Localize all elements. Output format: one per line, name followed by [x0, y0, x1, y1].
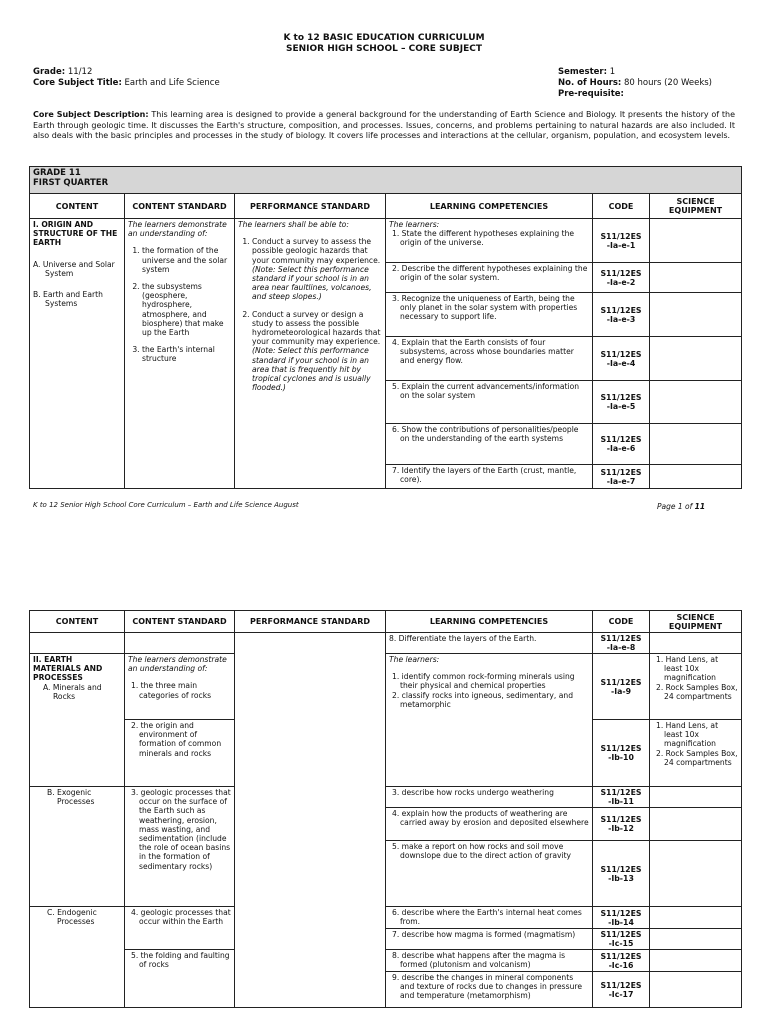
competency-4: 4. Explain that the Earth consists of four subsystems, across whose boundaries matter and energy flow. — [386, 337, 593, 381]
meta-grade: Grade: 11/12 — [33, 67, 93, 77]
code-17: S11/12ES -Ic-17 — [593, 972, 650, 1008]
competency-8: 8. Differentiate the layers of the Earth. — [386, 633, 593, 654]
code-11: S11/12ES -Ib-11 — [593, 787, 650, 808]
col-code: CODE — [593, 611, 650, 633]
content-cell-empty — [30, 633, 125, 654]
equipment-10: 1. Hand Lens, at least 10x magnification 2. Rock Samples Box, 24 compartments — [650, 720, 742, 787]
meta-hours: No. of Hours: 80 hours (20 Weeks) — [558, 78, 712, 88]
content-standard-cs2: 2. the origin and environment of formation of common minerals and rocks — [125, 720, 235, 787]
col-learning-competencies: LEARNING COMPETENCIES — [386, 194, 593, 219]
competency-12: 4. explain how the products of weathering are carried away by erosion and deposited elsewhere — [386, 808, 593, 841]
performance-standard-cell: The learners shall be able to: 1. Conduct a survey to assess the possible geologic hazards that your community may experience. (Note: Select this performance standard if your school is in an area near faultlines, volcanoes, and steep slopes.) 2. Conduct a survey or design a study to assess the possible hydrometeorological hazards that your community may experience. (Note: Select this performance standard if your school is in an area that is frequently hit by tropical cyclones and is usually flooded.) — [235, 219, 386, 489]
competency-6: 6. Show the contributions of personalities/people on the understanding of the earth systems — [386, 424, 593, 465]
curriculum-table-2 — [29, 610, 742, 1008]
equipment-13 — [650, 841, 742, 907]
content-cell-earth-materials: II. EARTH MATERIALS AND PROCESSES A. Minerals and Rocks — [30, 654, 125, 787]
equipment-15 — [650, 929, 742, 950]
content-standard-cell-empty — [125, 633, 235, 654]
code-3: S11/12ES -Ia-e-3 — [593, 293, 650, 337]
competency-17: 9. describe the changes in mineral components and texture of rocks due to changes in pressure and temperature (metamorphism) — [386, 972, 593, 1008]
content-standard-cell: The learners demonstrate an understanding of: 1. the formation of the universe and the solar system 2. the subsystems (geosphere, hydrosphere, atmosphere, and biosphere) that make up the Earth 3. the Earth's internal structure — [125, 219, 235, 489]
doc-title-line2: SENIOR HIGH SCHOOL – CORE SUBJECT — [286, 44, 482, 54]
col-content-standard: CONTENT STANDARD — [125, 611, 235, 633]
equipment-7 — [650, 465, 742, 489]
competency-2: 2. Describe the different hypotheses explaining the origin of the solar system. — [386, 263, 593, 293]
col-code: CODE — [593, 194, 650, 219]
content-standard-cs4: 4. geologic processes that occur within the Earth — [125, 907, 235, 950]
equipment-14 — [650, 907, 742, 929]
competency-11: 3. describe how rocks undergo weathering — [386, 787, 593, 808]
content-cell-exogenic: B. Exogenic Processes — [30, 787, 125, 907]
code-9: S11/12ES -Ia-9 — [593, 654, 650, 720]
equipment-3 — [650, 293, 742, 337]
competency-15: 7. describe how magma is formed (magmatism) — [386, 929, 593, 950]
equipment-5 — [650, 381, 742, 424]
content-standard-cs3: 3. geologic processes that occur on the surface of the Earth such as weathering, erosion, mass wasting, and sedimentation (include the role of ocean basins in the formation of sedimentary rocks) — [125, 787, 235, 907]
equipment-16 — [650, 950, 742, 972]
competency-5: 5. Explain the current advancements/information on the solar system — [386, 381, 593, 424]
doc-title-line1: K to 12 BASIC EDUCATION CURRICULUM — [283, 33, 485, 43]
footer-page: Page 1 of 11 — [657, 502, 706, 511]
equipment-1 — [650, 219, 742, 263]
col-performance-standard: PERFORMANCE STANDARD — [235, 611, 386, 633]
col-learning-competencies: LEARNING COMPETENCIES — [386, 611, 593, 633]
col-science-equipment: SCIENCE EQUIPMENT — [650, 611, 742, 633]
code-5: S11/12ES -Ia-e-5 — [593, 381, 650, 424]
competency-rocks: The learners: 1. identify common rock-forming minerals using their physical and chemical properties 2. classify rocks into igneous, sedimentary, and metamorphic — [386, 654, 593, 787]
footer-left: K to 12 Senior High School Core Curriculum – Earth and Life Science August — [33, 501, 299, 509]
performance-standard-cell — [235, 633, 386, 1008]
content-cell-endogenic: C. Endogenic Processes — [30, 907, 125, 1008]
competency-13: 5. make a report on how rocks and soil move downslope due to the direct action of gravity — [386, 841, 593, 907]
competency-14: 6. describe where the Earth's internal heat comes from. — [386, 907, 593, 929]
equipment-8 — [650, 633, 742, 654]
col-content: CONTENT — [30, 194, 125, 219]
code-8: S11/12ES -Ia-e-8 — [593, 633, 650, 654]
curriculum-page-2 — [0, 600, 768, 1024]
equipment-11 — [650, 787, 742, 808]
equipment-2 — [650, 263, 742, 293]
code-2: S11/12ES -Ia-e-2 — [593, 263, 650, 293]
content-cell: I. ORIGIN AND STRUCTURE OF THE EARTH A. Universe and Solar System B. Earth and Earth Systems — [30, 219, 125, 489]
grade-header: GRADE 11 FIRST QUARTER — [30, 167, 742, 194]
code-1: S11/12ES -Ia-e-1 — [593, 219, 650, 263]
code-4: S11/12ES -Ia-e-4 — [593, 337, 650, 381]
code-14: S11/12ES -Ib-14 — [593, 907, 650, 929]
competency-16: 8. describe what happens after the magma is formed (plutonism and volcanism) — [386, 950, 593, 972]
meta-prerequisite: Pre-requisite: — [558, 89, 624, 99]
equipment-6 — [650, 424, 742, 465]
subject-description: Core Subject Description: This learning area is designed to provide a general background for the understanding of Earth Science and Biology. It presents the history of the Earth through geologic time. It discusses the Earth's structure, composition, and processes. Issues, concerns, and problems pertaining to natural hazards are also included. It also deals with the basic principles and processes in the study of biology. It covers life processes and interactions at the cellular, organism, population, and ecosystem levels. — [33, 110, 735, 140]
code-16: S11/12ES -Ic-16 — [593, 950, 650, 972]
code-6: S11/12ES -Ia-e-6 — [593, 424, 650, 465]
col-content: CONTENT — [30, 611, 125, 633]
competency-3: 3. Recognize the uniqueness of Earth, being the only planet in the solar system with properties necessary to support life. — [386, 293, 593, 337]
col-performance-standard: PERFORMANCE STANDARD — [235, 194, 386, 219]
equipment-9: 1. Hand Lens, at least 10x magnification 2. Rock Samples Box, 24 compartments — [650, 654, 742, 720]
content-standard-cs5: 5. the folding and faulting of rocks — [125, 950, 235, 1008]
code-10: S11/12ES -Ib-10 — [593, 720, 650, 787]
content-standard-cs1: The learners demonstrate an understanding of: 1. the three main categories of rocks — [125, 654, 235, 720]
code-13: S11/12ES -Ib-13 — [593, 841, 650, 907]
competency-1: The learners: 1. State the different hypotheses explaining the origin of the universe. — [386, 219, 593, 263]
equipment-4 — [650, 337, 742, 381]
equipment-12 — [650, 808, 742, 841]
meta-subject: Core Subject Title: Earth and Life Science — [33, 78, 220, 88]
col-content-standard: CONTENT STANDARD — [125, 194, 235, 219]
code-12: S11/12ES -Ib-12 — [593, 808, 650, 841]
competency-7: 7. Identify the layers of the Earth (crust, mantle, core). — [386, 465, 593, 489]
curriculum-table-1 — [29, 166, 742, 489]
col-science-equipment: SCIENCE EQUIPMENT — [650, 194, 742, 219]
equipment-17 — [650, 972, 742, 1008]
code-15: S11/12ES -Ic-15 — [593, 929, 650, 950]
meta-semester: Semester: 1 — [558, 67, 616, 77]
code-7: S11/12ES -Ia-e-7 — [593, 465, 650, 489]
